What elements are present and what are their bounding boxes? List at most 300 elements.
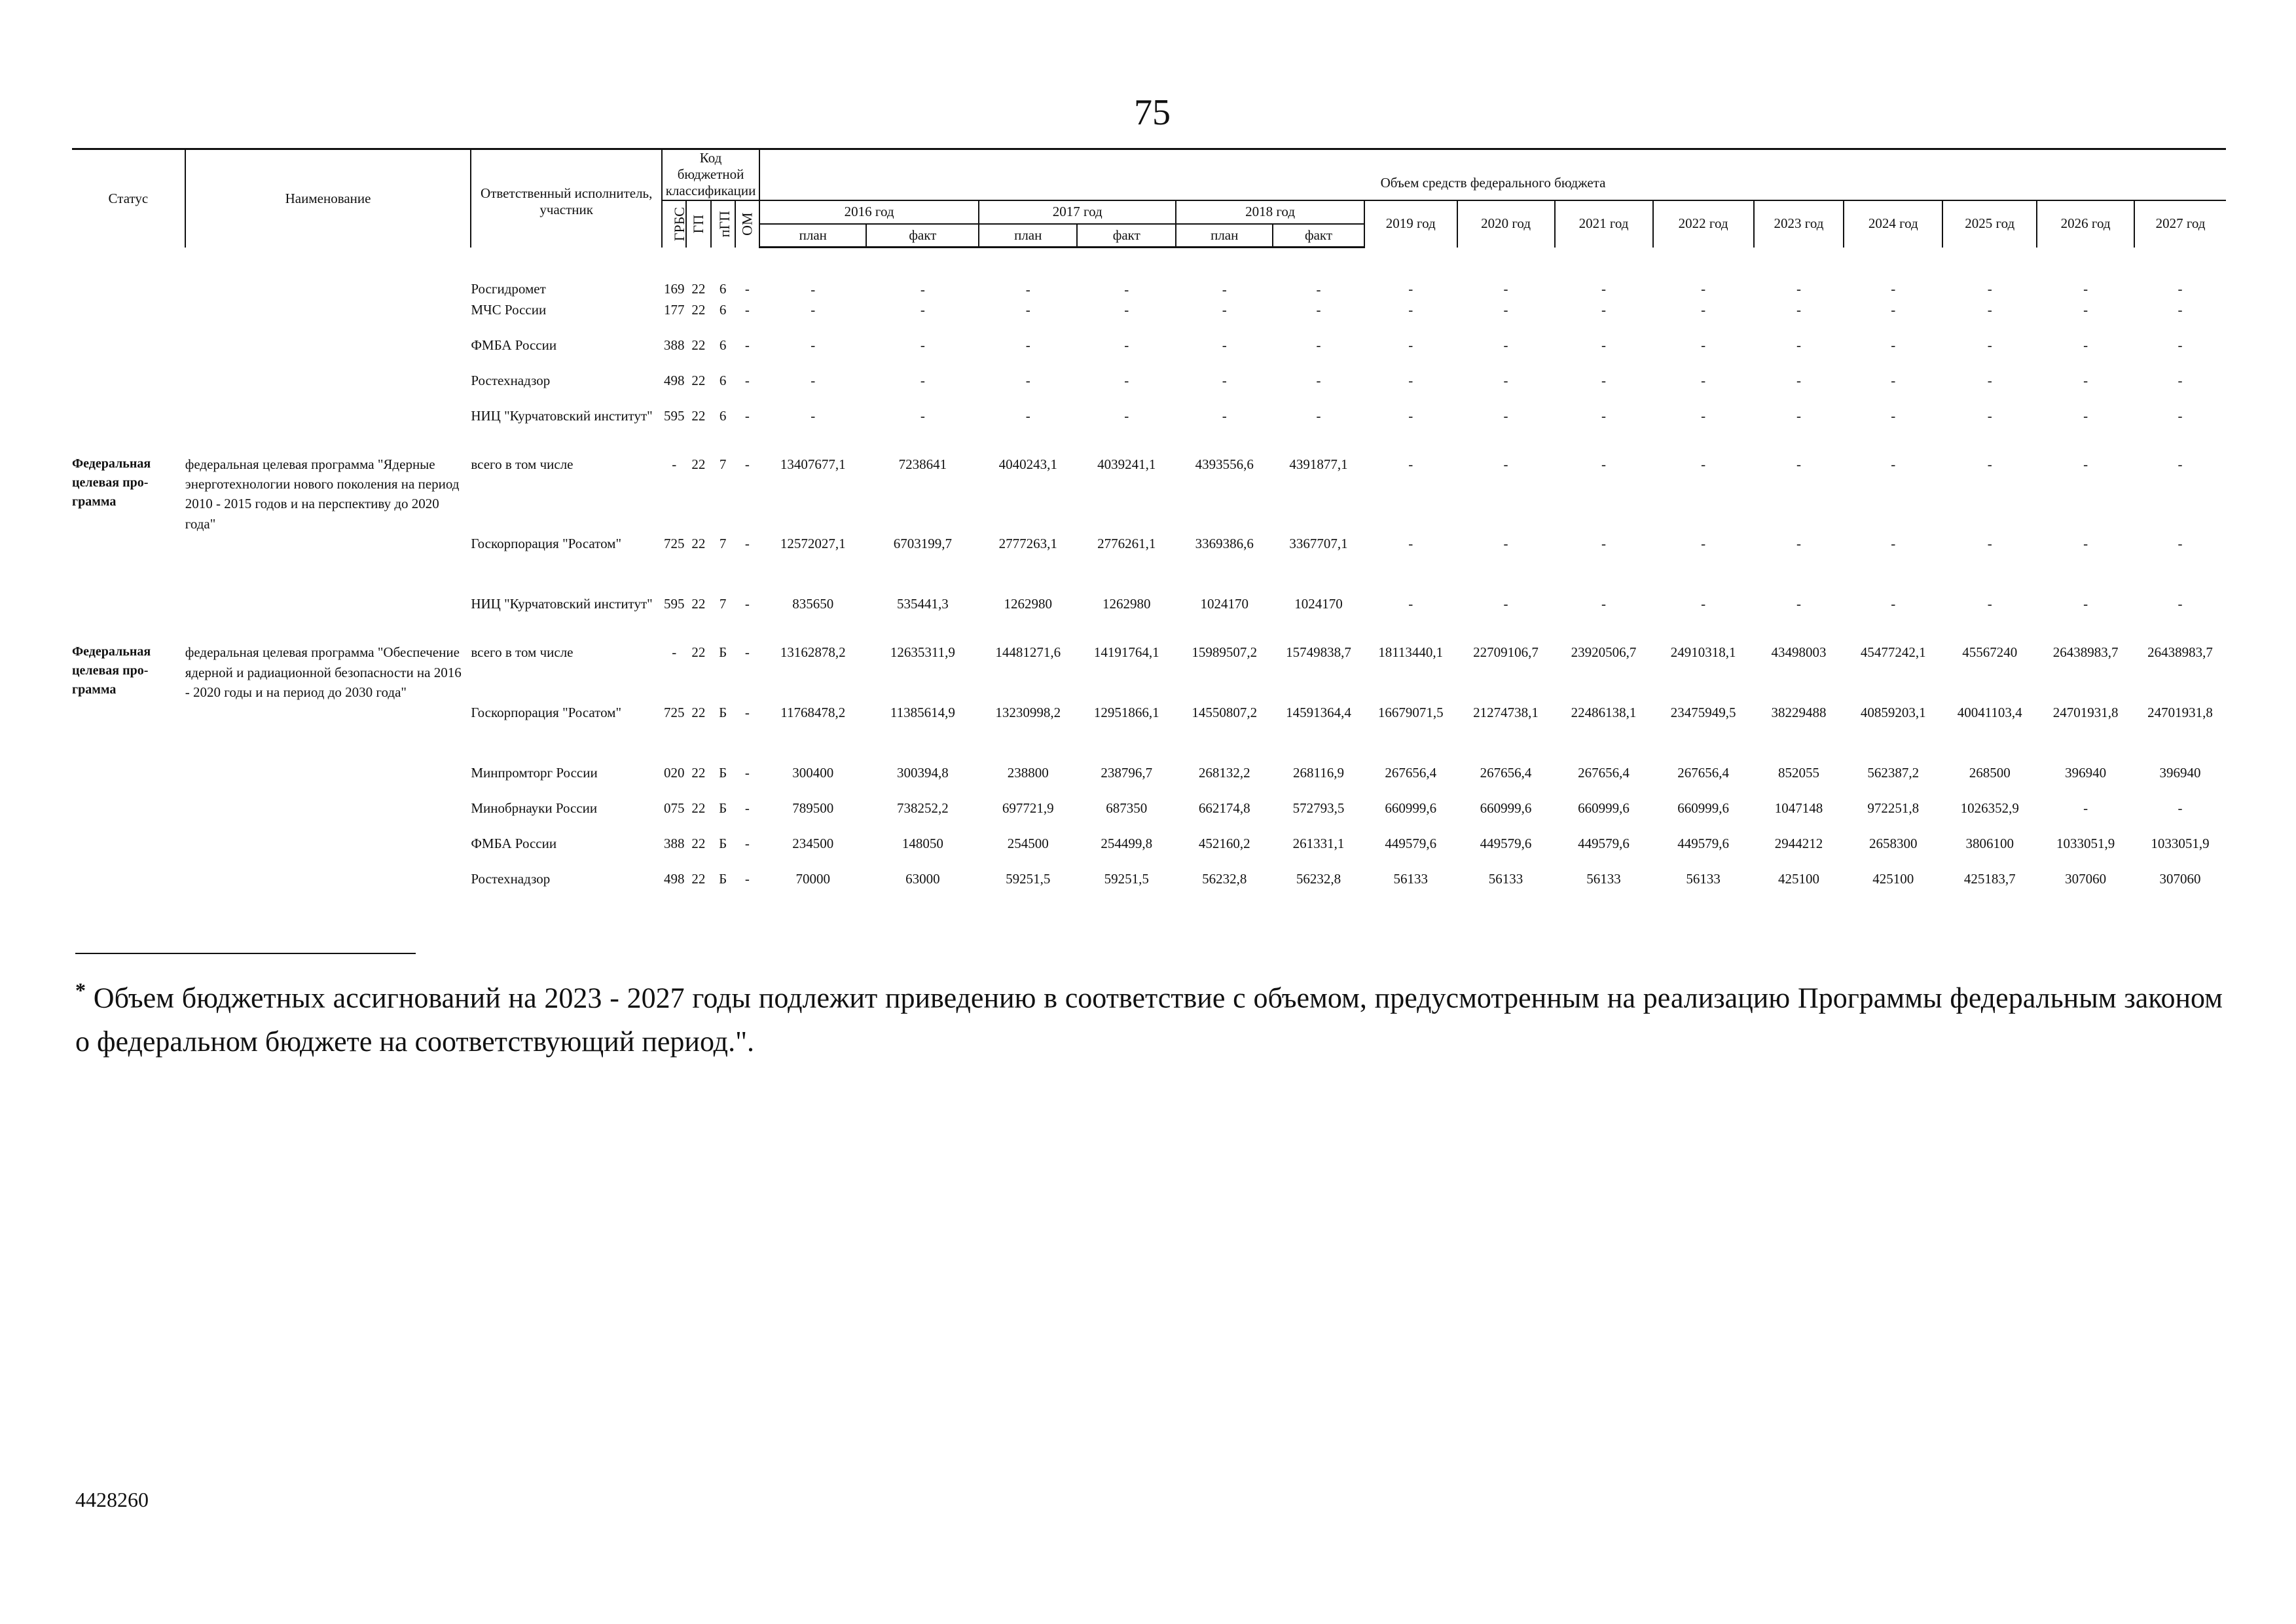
row-value-cell: - — [1796, 280, 1801, 297]
row-value-cell: - — [920, 337, 925, 353]
row-executor: Ростехнадзор — [471, 871, 551, 887]
row-value-cell: - — [1601, 337, 1607, 353]
row-value-cell: - — [1316, 337, 1321, 353]
row-value-cell: - — [1025, 372, 1030, 388]
row-value-cell: - — [1701, 536, 1706, 552]
row-code-cell: 22 — [691, 407, 706, 424]
row-value-cell: - — [2178, 337, 2183, 353]
row-name — [185, 798, 471, 834]
row-value-cell: 660999,6 — [1677, 800, 1729, 817]
row-code-cell: 7 — [719, 536, 727, 552]
row-code-cell: 22 — [691, 301, 706, 318]
table-row — [72, 763, 2226, 798]
header-code-gp: ГП — [689, 214, 706, 234]
row-value-cell: 56232,8 — [1202, 871, 1247, 887]
row-value-cell: - — [811, 407, 816, 424]
row-value-cell: - — [1701, 301, 1706, 318]
table-row — [72, 798, 2226, 834]
row-value-cell: - — [2083, 536, 2088, 552]
row-value-cell: 238796,7 — [1101, 765, 1153, 781]
row-code-cell: 22 — [691, 372, 706, 388]
row-code-cell: 169 — [663, 280, 685, 297]
row-value-cell: - — [1987, 301, 1992, 318]
row-value-cell: 56133 — [1586, 871, 1621, 887]
row-value-cell: - — [2178, 301, 2183, 318]
row-value-cell: - — [811, 282, 816, 298]
row-value-cell: 7238641 — [898, 456, 947, 472]
table-row — [72, 406, 2226, 454]
row-code-cell: - — [744, 644, 750, 661]
row-value-cell: - — [1601, 407, 1607, 424]
header-year-2026: 2026 год — [2037, 200, 2134, 248]
row-code-cell: 595 — [663, 596, 685, 612]
row-value-cell: - — [1124, 282, 1129, 298]
row-value-cell: 267656,4 — [1480, 765, 1532, 781]
row-name — [185, 300, 471, 335]
row-value-cell: 835650 — [792, 596, 834, 612]
page-number: 75 — [1134, 92, 1171, 133]
row-value-cell: 425100 — [1777, 871, 1819, 887]
row-value-cell: - — [1408, 280, 1413, 297]
row-executor: МЧС России — [471, 301, 547, 318]
row-value-cell: 234500 — [792, 836, 834, 852]
header-status: Статус — [72, 149, 185, 248]
row-value-cell: 449579,6 — [1578, 836, 1630, 852]
row-value-cell: 56133 — [1686, 871, 1721, 887]
row-value-cell: 2658300 — [1869, 836, 1918, 852]
row-value-cell: - — [1408, 456, 1413, 472]
row-value-cell: 13407677,1 — [780, 456, 846, 472]
row-status — [72, 594, 185, 642]
row-value-cell: 14591364,4 — [1286, 705, 1351, 721]
row-executor: ФМБА России — [471, 836, 557, 852]
row-value-cell: - — [1796, 456, 1801, 472]
row-value-cell: - — [1796, 301, 1801, 318]
row-code-cell: 6 — [719, 280, 727, 297]
row-value-cell: 45567240 — [1962, 644, 2018, 661]
row-value-cell: 562387,2 — [1867, 765, 1920, 781]
row-status — [72, 371, 185, 406]
row-value-cell: - — [1891, 337, 1896, 353]
row-value-cell: 4040243,1 — [998, 456, 1057, 472]
row-value-cell: - — [1701, 280, 1706, 297]
row-code-cell: - — [744, 280, 750, 297]
row-value-cell: - — [2083, 301, 2088, 318]
row-value-cell: 396940 — [2159, 765, 2201, 781]
row-code-cell: - — [744, 337, 750, 353]
row-value-cell: - — [1987, 372, 1992, 388]
row-code-cell: 22 — [691, 836, 706, 852]
row-value-cell: 13230998,2 — [995, 705, 1061, 721]
row-value-cell: - — [1701, 596, 1706, 612]
row-value-cell: 56133 — [1393, 871, 1428, 887]
row-value-cell: - — [1408, 337, 1413, 353]
row-value-cell: 56232,8 — [1296, 871, 1341, 887]
row-value-cell: - — [1701, 372, 1706, 388]
budget-table — [72, 148, 2226, 904]
row-value-cell: - — [1701, 337, 1706, 353]
row-executor: Росгидромет — [471, 280, 546, 297]
row-value-cell: 1262980 — [1004, 596, 1052, 612]
row-value-cell: 268116,9 — [1293, 765, 1344, 781]
row-value-cell: - — [1124, 337, 1129, 353]
row-value-cell: 12951866,1 — [1093, 705, 1159, 721]
table-row — [72, 834, 2226, 869]
table-row — [72, 248, 2226, 300]
row-value-cell: 254499,8 — [1101, 836, 1153, 852]
row-value-cell: - — [1601, 536, 1607, 552]
row-value-cell: 396940 — [2065, 765, 2107, 781]
row-executor: ФМБА России — [471, 337, 557, 353]
table-row — [72, 594, 2226, 642]
table-row — [72, 534, 2226, 594]
row-code-cell: - — [744, 705, 750, 721]
row-value-cell: - — [1025, 282, 1030, 298]
footnote — [75, 974, 2223, 1063]
row-value-cell: - — [920, 372, 925, 388]
row-value-cell: - — [1503, 301, 1508, 318]
row-value-cell: 2777263,1 — [998, 536, 1057, 552]
row-value-cell: 12635311,9 — [890, 644, 955, 661]
row-value-cell: - — [1503, 456, 1508, 472]
row-code-cell: 7 — [719, 596, 727, 612]
row-value-cell: 972251,8 — [1867, 800, 1920, 817]
row-code-cell: - — [744, 407, 750, 424]
row-code-cell: - — [744, 456, 750, 472]
row-value-cell: - — [1601, 280, 1607, 297]
row-code-cell: 6 — [719, 301, 727, 318]
row-value-cell: - — [1891, 596, 1896, 612]
row-value-cell: 4393556,6 — [1195, 456, 1254, 472]
row-value-cell: 789500 — [792, 800, 834, 817]
row-code-cell: Б — [719, 705, 727, 721]
header-volume-group: Объем средств федерального бюджета — [759, 149, 2226, 200]
row-code-cell: 7 — [719, 456, 727, 472]
row-value-cell: 4039241,1 — [1097, 456, 1156, 472]
row-code-cell: 22 — [691, 705, 706, 721]
row-name — [185, 248, 471, 300]
row-status — [72, 763, 185, 798]
row-value-cell: 21274738,1 — [1473, 705, 1539, 721]
row-code-cell: Б — [719, 644, 727, 661]
header-fact-2018: факт — [1273, 224, 1364, 248]
header-year-2024: 2024 год — [1844, 200, 1942, 248]
row-executor: всего в том числе — [471, 644, 574, 661]
row-value-cell: 1024170 — [1200, 596, 1248, 612]
row-value-cell: - — [1316, 372, 1321, 388]
row-value-cell: 3369386,6 — [1195, 536, 1254, 552]
row-value-cell: - — [1222, 407, 1227, 424]
row-value-cell: 307060 — [2159, 871, 2201, 887]
row-value-cell: - — [1408, 536, 1413, 552]
row-value-cell: 1026352,9 — [1960, 800, 2019, 817]
row-name — [185, 406, 471, 454]
header-year-2021: 2021 год — [1555, 200, 1653, 248]
row-value-cell: - — [1222, 301, 1227, 318]
row-value-cell: 40859203,1 — [1860, 705, 1926, 721]
row-value-cell: - — [1987, 337, 1992, 353]
row-code-cell: 22 — [691, 596, 706, 612]
row-value-cell: - — [1891, 536, 1896, 552]
row-code-cell: - — [744, 372, 750, 388]
row-value-cell: - — [1503, 536, 1508, 552]
row-code-cell: 498 — [663, 372, 685, 388]
row-value-cell: - — [1987, 596, 1992, 612]
row-value-cell: - — [2083, 407, 2088, 424]
row-status — [72, 248, 185, 300]
row-value-cell: - — [1408, 372, 1413, 388]
row-value-cell: - — [1601, 596, 1607, 612]
row-value-cell: 15989507,2 — [1192, 644, 1258, 661]
row-value-cell: 268132,2 — [1198, 765, 1250, 781]
row-code-cell: - — [672, 456, 677, 472]
row-value-cell: 662174,8 — [1198, 800, 1250, 817]
row-status: Федеральная целевая про-грамма — [72, 456, 151, 509]
row-value-cell: 425100 — [1872, 871, 1914, 887]
row-code-cell: - — [744, 871, 750, 887]
row-value-cell: - — [811, 372, 816, 388]
row-value-cell: - — [2178, 372, 2183, 388]
row-value-cell: 254500 — [1007, 836, 1049, 852]
row-value-cell: - — [2178, 456, 2183, 472]
row-code-cell: - — [672, 644, 677, 661]
row-executor: Минпромторг России — [471, 765, 598, 781]
row-value-cell: - — [1601, 301, 1607, 318]
row-value-cell: - — [2083, 337, 2088, 353]
row-value-cell: - — [1124, 301, 1129, 318]
row-value-cell: - — [1025, 337, 1030, 353]
row-value-cell: - — [1796, 372, 1801, 388]
row-value-cell: 449579,6 — [1677, 836, 1729, 852]
row-value-cell: 23920506,7 — [1571, 644, 1637, 661]
header-year-2017: 2017 год — [979, 200, 1176, 224]
row-executor: Госкорпорация "Росатом" — [471, 536, 622, 552]
row-value-cell: - — [1891, 372, 1896, 388]
row-value-cell: 238800 — [1007, 765, 1049, 781]
table-row — [72, 371, 2226, 406]
row-value-cell: - — [1222, 372, 1227, 388]
row-executor: всего в том числе — [471, 456, 574, 472]
row-status — [72, 300, 185, 335]
row-value-cell: 26438983,7 — [2052, 644, 2119, 661]
row-status — [72, 335, 185, 371]
row-value-cell: 261331,1 — [1292, 836, 1345, 852]
table-row — [72, 300, 2226, 335]
row-executor: Госкорпорация "Росатом" — [471, 705, 622, 721]
header-year-2016: 2016 год — [759, 200, 979, 224]
row-value-cell: 267656,4 — [1578, 765, 1630, 781]
row-value-cell: 70000 — [795, 871, 830, 887]
row-value-cell: 11768478,2 — [780, 705, 846, 721]
row-value-cell: 14481271,6 — [995, 644, 1061, 661]
row-value-cell: - — [1891, 407, 1896, 424]
row-value-cell: - — [1408, 596, 1413, 612]
row-value-cell: - — [1503, 337, 1508, 353]
row-value-cell: - — [920, 301, 925, 318]
row-value-cell: 687350 — [1106, 800, 1148, 817]
header-year-2018: 2018 год — [1176, 200, 1364, 224]
row-status — [72, 406, 185, 454]
row-value-cell: 660999,6 — [1385, 800, 1437, 817]
row-code-cell: 22 — [691, 871, 706, 887]
row-code-cell: Б — [719, 765, 727, 781]
row-value-cell: 307060 — [2065, 871, 2107, 887]
row-value-cell: 38229488 — [1771, 705, 1827, 721]
table-row — [72, 869, 2226, 904]
row-value-cell: 12572027,1 — [780, 536, 846, 552]
row-value-cell: - — [2178, 280, 2183, 297]
row-value-cell: 300394,8 — [896, 765, 949, 781]
row-value-cell: - — [1222, 337, 1227, 353]
header-year-2027: 2027 год — [2134, 200, 2226, 248]
row-value-cell: 660999,6 — [1480, 800, 1532, 817]
row-value-cell: 24701931,8 — [2052, 705, 2119, 721]
row-executor: Ростехнадзор — [471, 372, 551, 388]
row-value-cell: 11385614,9 — [890, 705, 955, 721]
footnote-separator — [75, 953, 416, 954]
row-code-cell: - — [744, 301, 750, 318]
row-value-cell: - — [1987, 280, 1992, 297]
row-status: Федеральная целевая про-грамма — [72, 644, 151, 697]
header-year-2023: 2023 год — [1754, 200, 1844, 248]
row-code-cell: 725 — [663, 536, 685, 552]
header-executor: Ответственный исполнитель, участник — [471, 149, 662, 248]
row-value-cell: - — [1503, 407, 1508, 424]
row-value-cell: 6703199,7 — [893, 536, 952, 552]
header-fact-2016: факт — [866, 224, 979, 248]
row-value-cell: 18113440,1 — [1378, 644, 1444, 661]
row-code-cell: - — [744, 765, 750, 781]
row-value-cell: 3367707,1 — [1289, 536, 1348, 552]
row-status — [72, 798, 185, 834]
table-row — [72, 642, 2226, 703]
table-row — [72, 703, 2226, 763]
row-value-cell: 24910318,1 — [1670, 644, 1736, 661]
row-name: федеральная целевая программа "Ядерные энерготехнологии нового поколения на период 2010 - 2015 годов и на перспективу до 2020 года" — [185, 456, 460, 532]
row-value-cell: - — [2083, 372, 2088, 388]
row-value-cell: - — [2083, 596, 2088, 612]
row-code-cell: 22 — [691, 337, 706, 353]
row-code-cell: Б — [719, 871, 727, 887]
row-value-cell: - — [2083, 280, 2088, 297]
row-value-cell: 1262980 — [1102, 596, 1151, 612]
header-plan-2018: план — [1176, 224, 1273, 248]
row-code-cell: - — [744, 536, 750, 552]
row-value-cell: - — [1891, 456, 1896, 472]
row-value-cell: 738252,2 — [896, 800, 949, 817]
row-value-cell: 449579,6 — [1480, 836, 1532, 852]
row-value-cell: 24701931,8 — [2147, 705, 2213, 721]
row-value-cell: 535441,3 — [896, 596, 949, 612]
header-year-2020: 2020 год — [1457, 200, 1555, 248]
row-value-cell: 16679071,5 — [1377, 705, 1444, 721]
row-value-cell: - — [1987, 456, 1992, 472]
row-value-cell: 1024170 — [1294, 596, 1343, 612]
row-value-cell: - — [1701, 407, 1706, 424]
row-code-cell: 22 — [691, 456, 706, 472]
row-value-cell: - — [2178, 596, 2183, 612]
row-code-cell: 6 — [719, 407, 727, 424]
row-value-cell: 697721,9 — [1002, 800, 1054, 817]
row-value-cell: 40041103,4 — [1957, 705, 2022, 721]
row-value-cell: - — [1025, 407, 1030, 424]
row-code-cell: 22 — [691, 280, 706, 297]
row-value-cell: - — [1408, 407, 1413, 424]
row-value-cell: 26438983,7 — [2147, 644, 2213, 661]
row-code-cell: 498 — [663, 871, 685, 887]
row-code-cell: 388 — [663, 337, 685, 353]
row-value-cell: - — [1222, 282, 1227, 298]
footnote-text: Объем бюджетных ассигнований на 2023 - 2027 годы подлежит приведению в соответствие с объемом, предусмотренным на реализацию Программы федеральным законом о федеральном бюджете на соответствующий период.". — [75, 982, 2223, 1058]
row-name — [185, 335, 471, 371]
row-value-cell: 45477242,1 — [1860, 644, 1926, 661]
row-value-cell: - — [1316, 282, 1321, 298]
row-code-cell: 6 — [719, 372, 727, 388]
row-value-cell: - — [2083, 800, 2088, 817]
row-value-cell: - — [2178, 536, 2183, 552]
header-year-2019: 2019 год — [1364, 200, 1457, 248]
row-value-cell: - — [1503, 280, 1508, 297]
row-value-cell: - — [1796, 596, 1801, 612]
header-name: Наименование — [185, 149, 471, 248]
row-value-cell: - — [1408, 301, 1413, 318]
row-value-cell: - — [1124, 372, 1129, 388]
row-value-cell: - — [1316, 301, 1321, 318]
row-value-cell: - — [1891, 280, 1896, 297]
row-value-cell: 22486138,1 — [1571, 705, 1637, 721]
row-value-cell: - — [1124, 407, 1129, 424]
header-plan-2017: план — [979, 224, 1077, 248]
row-code-cell: - — [744, 800, 750, 817]
row-name — [185, 834, 471, 869]
row-value-cell: 2944212 — [1774, 836, 1823, 852]
row-value-cell: 63000 — [905, 871, 940, 887]
row-value-cell: - — [1891, 301, 1896, 318]
row-value-cell: 59251,5 — [1006, 871, 1051, 887]
row-value-cell: 13162878,2 — [780, 644, 846, 661]
row-value-cell: - — [1503, 596, 1508, 612]
row-code-cell: 725 — [663, 705, 685, 721]
row-name — [185, 534, 471, 594]
row-code-cell: - — [744, 596, 750, 612]
header-code-om: ОМ — [738, 212, 756, 236]
row-value-cell: 572793,5 — [1292, 800, 1345, 817]
row-code-cell: 595 — [663, 407, 685, 424]
row-name — [185, 594, 471, 642]
header-fact-2017: факт — [1077, 224, 1176, 248]
row-value-cell: - — [1601, 456, 1607, 472]
row-value-cell: 4391877,1 — [1289, 456, 1348, 472]
row-code-cell: Б — [719, 836, 727, 852]
row-code-cell: Б — [719, 800, 727, 817]
row-status — [72, 869, 185, 904]
row-code-cell: 177 — [663, 301, 685, 318]
row-value-cell: 660999,6 — [1578, 800, 1630, 817]
row-status — [72, 703, 185, 763]
row-code-cell: 22 — [691, 800, 706, 817]
row-value-cell: - — [2178, 407, 2183, 424]
row-value-cell: 59251,5 — [1104, 871, 1149, 887]
row-executor: НИЦ "Курчатовский институт" — [471, 596, 653, 612]
row-value-cell: - — [1025, 301, 1030, 318]
row-value-cell: 852055 — [1777, 765, 1819, 781]
row-value-cell: - — [920, 407, 925, 424]
table-header — [72, 149, 2226, 248]
row-value-cell: - — [2178, 800, 2183, 817]
row-code-cell: 388 — [663, 836, 685, 852]
header-code-group: Код бюджетной классификации — [662, 149, 759, 200]
header-year-2022: 2022 год — [1653, 200, 1754, 248]
